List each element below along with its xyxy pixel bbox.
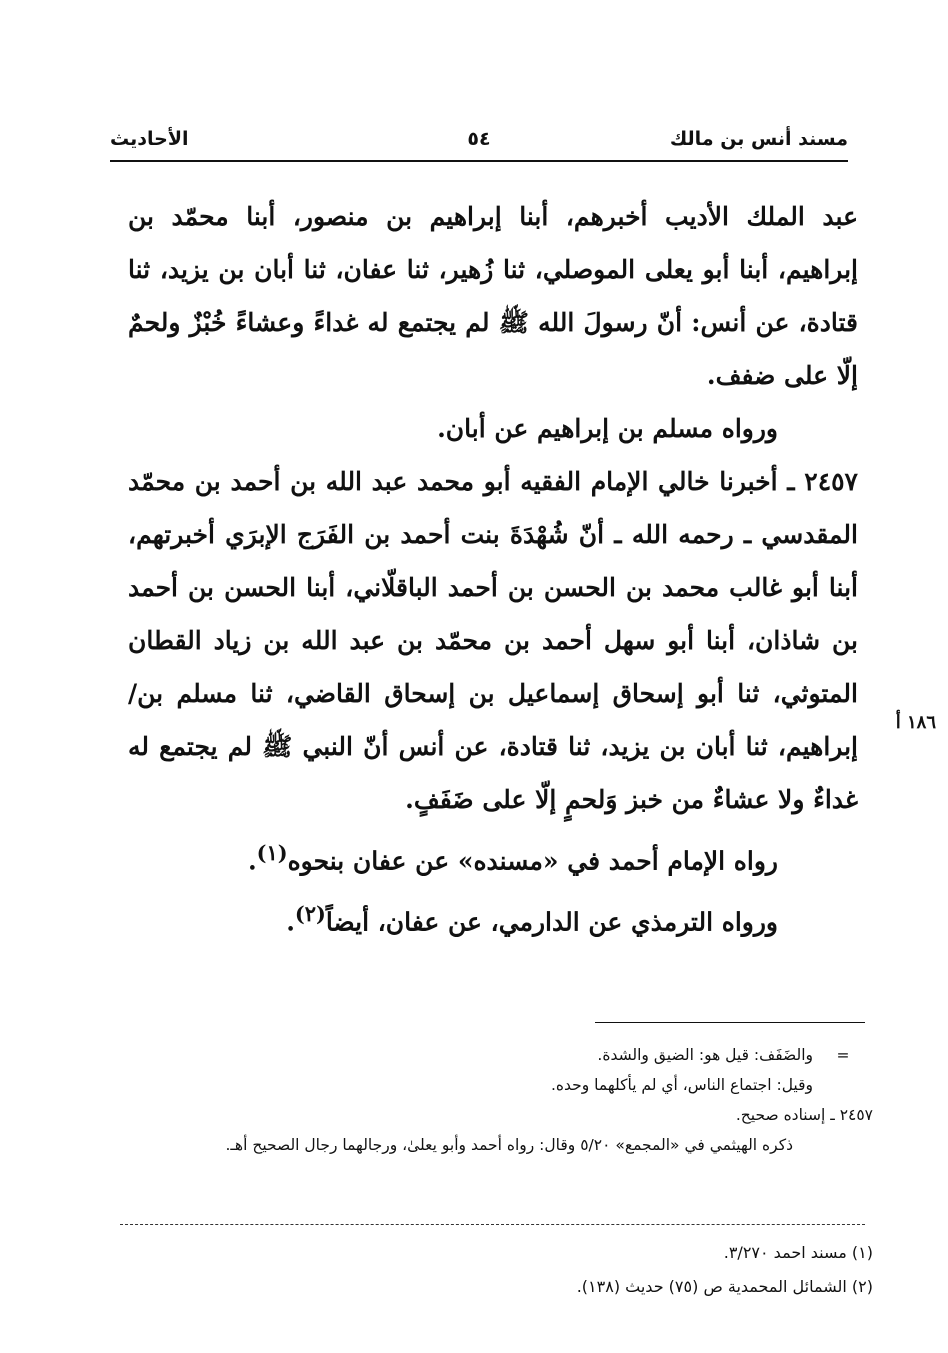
running-header: [110, 128, 848, 158]
footnote-2: (٢) الشمائل المحمدية ص (٧٥) حديث (١٣٨).: [576, 1277, 873, 1296]
hadith-number: ٢٤٥٧: [804, 467, 858, 496]
footnotes: [133, 1236, 873, 1304]
note-text-3: ـ إسناده صحيح.: [735, 1106, 835, 1124]
footnotes-rule: [120, 1224, 865, 1225]
continuation-mark: =: [836, 1046, 850, 1064]
book-title: مسند أنس بن مالك: [669, 128, 848, 150]
paragraph-4-period: .: [247, 846, 257, 876]
hadith-2457: [128, 455, 858, 826]
manuscript-folio-note: ١٨٦ أ: [895, 712, 936, 733]
note-line-2: وقيل: اجتماع الناس، أي لم يأكلهما وحده.: [550, 1076, 813, 1094]
note-line-1: [133, 1040, 873, 1070]
footnote-ref-2: (٢): [294, 901, 326, 927]
note-text-1: والضَفَف: قيل هو: الضيق والشدة.: [597, 1046, 813, 1064]
paragraph-5-period: .: [286, 907, 295, 937]
paragraph-1: عبد الملك الأديب أخبرهم، أبنا إبراهيم بن منصور، أبنا محمّد بن إبراهيم، أبنا أبو يعلى الموصلي، ثنا زُهير، ثنا عفان، ثنا أبان بن يزيد، ثنا قتادة، عن أنس: أنّ رسولَ الله ﷺ لم يجتمع له غداءً وعشاءً خُبْزٌ ولحمٌ إلّا على ضفف.: [128, 202, 858, 390]
footnote-1: (١) مسند احمد ٣/٢٧٠.: [723, 1243, 873, 1262]
paragraph-4: [128, 826, 858, 887]
main-text: [128, 190, 858, 949]
section-title: الأحاديث: [110, 128, 189, 150]
note-line-4: ذكره الهيثمي في «المجمع» ٥/٢٠ وقال: رواه أحمد وأبو يعلىٰ، ورجالهما رجال الصحيح أهـ.: [225, 1136, 793, 1154]
paragraph-2: ورواه مسلم بن إبراهيم عن أبان.: [437, 414, 778, 443]
editor-notes: [133, 1040, 873, 1160]
note-line-3: [133, 1100, 873, 1130]
note-hadith-number: ٢٤٥٧: [839, 1106, 873, 1124]
hadith-text: ـ أخبرنا خالي الإمام الفقيه أبو محمد عبد الله بن أحمد بن محمّد المقدسي ـ رحمه الله ـ أنّ شُهْدَةَ بنت أحمد بن الفَرَج الإبرَي أخبرتهم، أبنا أبو غالب محمد بن الحسن بن أحمد الباقلّاني، أبنا الحسن بن أحمد بن شاذان، أبنا أبو سهل أحمد بن محمّد بن عبد الله بن زياد القطان المتوثي، ثنا أبو إسحاق إسماعيل بن إسحاق القاضي، ثنا مسلم بن/إبراهيم، ثنا أبان بن يزيد، ثنا قتادة، عن أنس أنّ النبي ﷺ لم يجتمع له غداءٌ ولا عشاءٌ من خبز وَلحمٍ إلّا على ضَفَفٍ.: [128, 467, 858, 814]
page-number: ٥٤: [467, 128, 491, 150]
paragraph-5: [128, 887, 858, 948]
paragraph-4-text: رواه الإمام أحمد في «مسنده» عن عفان بنحوه: [287, 846, 778, 876]
footnote-ref-1: (١): [256, 840, 288, 865]
paragraph-5-text: ورواه الترمذي عن الدارمي، عن عفان، أيضاً: [325, 907, 778, 937]
header-rule: [110, 160, 848, 162]
notes-rule: [595, 1022, 865, 1023]
